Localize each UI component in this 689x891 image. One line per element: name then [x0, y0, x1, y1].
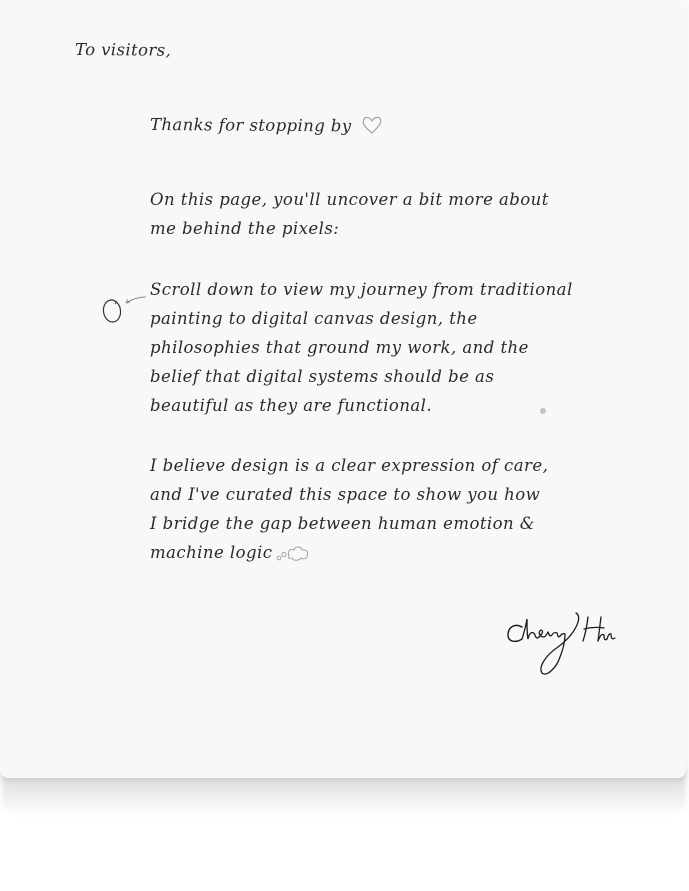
- belief-line: and I've curated this space to show you how: [150, 485, 541, 504]
- intro-line: me behind the pixels:: [150, 219, 340, 238]
- circle-arrow-icon: [100, 293, 150, 327]
- belief-line: I bridge the gap between human emotion &: [150, 514, 535, 533]
- journey-line: philosophies that ground my work, and the: [150, 338, 529, 357]
- signature-text: [500, 605, 501, 606]
- heart-icon: [360, 114, 384, 136]
- letter-thanks: Thanks for stopping by: [149, 115, 352, 136]
- signature-drawing: [500, 605, 618, 683]
- journey-line: belief that digital systems should be as: [150, 367, 495, 386]
- thought-cloud-icon: [274, 540, 312, 564]
- ink-dot: [540, 408, 546, 414]
- belief-line: machine logic: [150, 543, 273, 562]
- journey-line: painting to digital canvas design, the: [150, 309, 478, 328]
- letter-greeting: To visitors,: [74, 40, 172, 60]
- intro-line: On this page, you'll uncover a bit more about: [150, 190, 549, 209]
- signature: [500, 605, 618, 683]
- belief-line: I believe design is a clear expression of care,: [150, 456, 549, 475]
- journey-line: Scroll down to view my journey from traditional: [150, 280, 573, 299]
- journey-line: beautiful as they are functional.: [150, 396, 433, 415]
